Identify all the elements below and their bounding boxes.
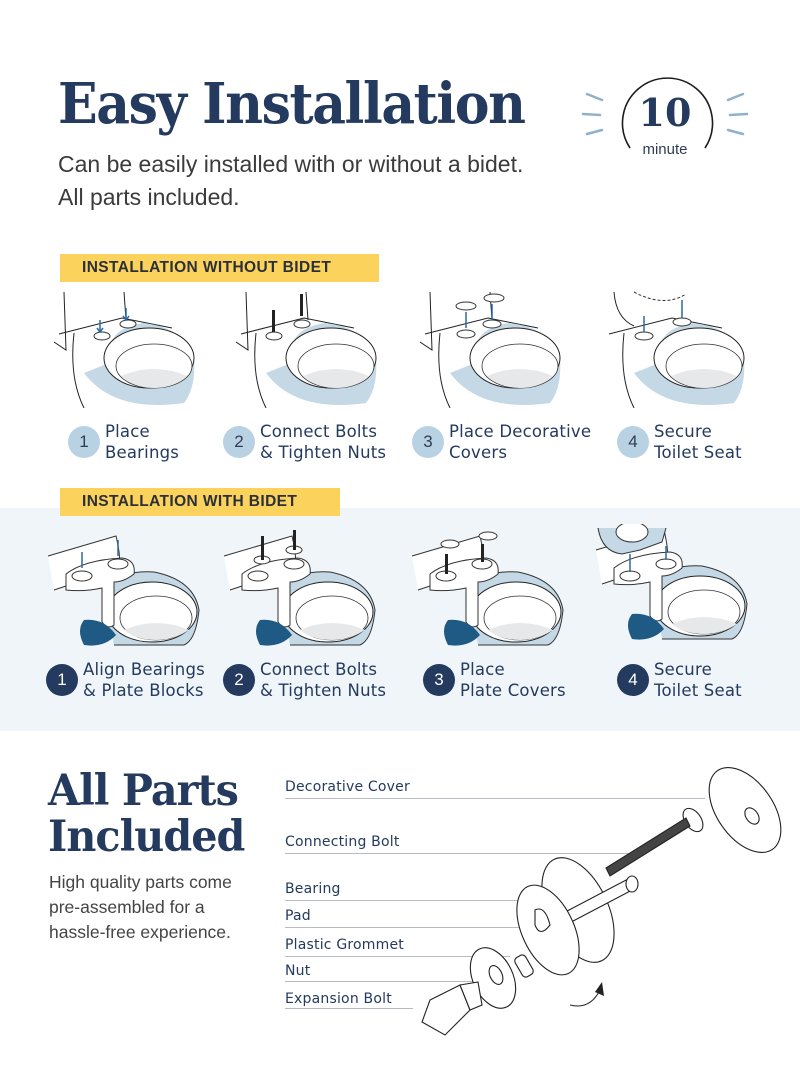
exploded-parts-diagram — [400, 760, 800, 1060]
step-number-badge: 1 — [46, 664, 78, 696]
part-label-pad: Pad — [285, 908, 311, 924]
toilet-step-3-illustration — [410, 288, 570, 408]
page-title: Easy Installation — [58, 71, 525, 137]
bidet-step-3-illustration — [408, 530, 568, 650]
step-number-badge: 2 — [223, 426, 255, 458]
step-label: Connect Bolts & Tighten Nuts — [260, 660, 387, 700]
part-label-decorative-cover: Decorative Cover — [285, 779, 410, 795]
step-label: Place Bearings — [105, 422, 180, 462]
section-banner-with-bidet: INSTALLATION WITH BIDET — [60, 488, 340, 516]
step-number-badge: 4 — [617, 426, 649, 458]
toilet-step-1-illustration — [44, 288, 204, 408]
step-label: Connect Bolts & Tighten Nuts — [260, 422, 387, 462]
step-number-badge: 3 — [412, 426, 444, 458]
toilet-step-4-illustration — [594, 288, 754, 408]
step-number-badge: 2 — [223, 664, 255, 696]
step-label: Secure Toilet Seat — [654, 660, 742, 700]
step-without-bidet-2 — [223, 420, 386, 464]
step-with-bidet-3 — [423, 658, 566, 702]
step-number-badge: 3 — [423, 664, 455, 696]
timer-unit: minute — [642, 141, 688, 158]
parts-description: High quality parts come pre-assembled for a hassle-free experience. — [49, 872, 232, 942]
step-number-badge: 1 — [68, 426, 100, 458]
section-banner-without-bidet: INSTALLATION WITHOUT BIDET — [60, 254, 379, 282]
timer-badge — [580, 72, 750, 172]
toilet-step-2-illustration — [226, 288, 386, 408]
step-label: Secure Toilet Seat — [654, 422, 742, 462]
leader-line — [285, 1008, 413, 1009]
bidet-step-1-illustration — [44, 530, 204, 650]
page-subtitle: Can be easily installed with or without a bidet. All parts included. — [58, 151, 524, 210]
step-number-badge: 4 — [617, 664, 649, 696]
step-without-bidet-3 — [412, 420, 591, 464]
step-without-bidet-4 — [617, 420, 742, 464]
step-without-bidet-1 — [68, 420, 179, 464]
parts-section-title: All Parts Included — [48, 766, 245, 862]
bidet-step-4-illustration — [592, 524, 752, 644]
timer-value: 10 — [638, 90, 692, 135]
step-with-bidet-4 — [617, 658, 742, 702]
step-label: Place Plate Covers — [460, 660, 566, 700]
part-label-plastic-grommet: Plastic Grommet — [285, 937, 404, 953]
step-label: Align Bearings & Plate Blocks — [83, 660, 205, 700]
step-with-bidet-1 — [46, 658, 205, 702]
part-label-bearing: Bearing — [285, 881, 341, 897]
part-label-expansion-bolt: Expansion Bolt — [285, 991, 392, 1007]
step-with-bidet-2 — [223, 658, 386, 702]
part-label-nut: Nut — [285, 963, 311, 979]
bidet-step-2-illustration — [220, 530, 380, 650]
part-label-connecting-bolt: Connecting Bolt — [285, 834, 400, 850]
step-label: Place Decorative Covers — [449, 422, 592, 462]
